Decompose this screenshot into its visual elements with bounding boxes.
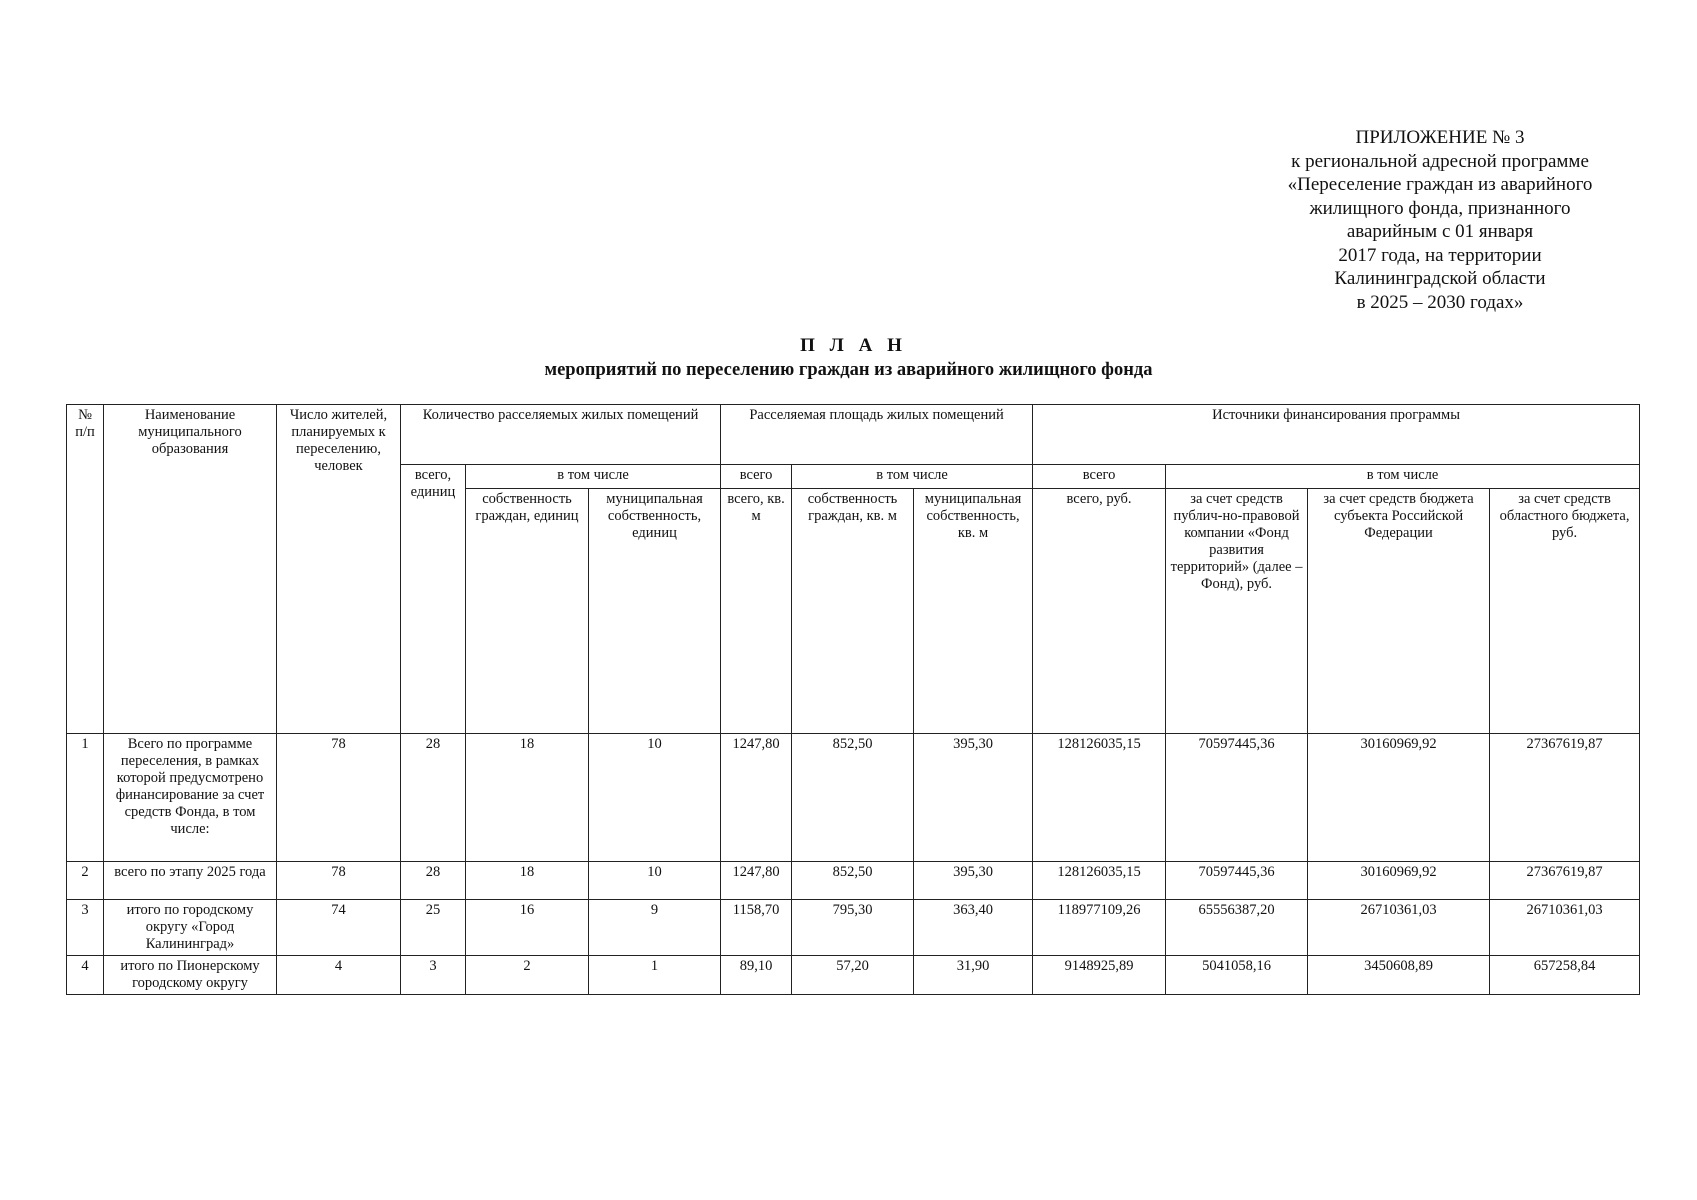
header-num: № п/п	[67, 405, 104, 734]
plan-table	[66, 404, 1640, 995]
cell-num: 1	[67, 734, 104, 862]
cell-finance-regional: 27367619,87	[1490, 734, 1640, 862]
cell-finance-subject: 26710361,03	[1308, 900, 1490, 956]
cell-premises-total: 25	[401, 900, 466, 956]
appendix-line: 2017 года, на территории	[1338, 244, 1542, 266]
cell-area-municipal: 31,90	[914, 956, 1033, 995]
header-finance-total: всего, руб.	[1033, 489, 1166, 734]
cell-premises-total: 28	[401, 734, 466, 862]
header-area-total: всего, кв. м	[721, 489, 792, 734]
cell-finance-subject: 30160969,92	[1308, 734, 1490, 862]
cell-area-municipal: 395,30	[914, 734, 1033, 862]
cell-finance-regional: 26710361,03	[1490, 900, 1640, 956]
document-title	[0, 334, 1697, 383]
appendix-line: ПРИЛОЖЕНИЕ № 3	[1355, 127, 1525, 148]
table-row	[67, 862, 1640, 900]
header-area-private: собственность граждан, кв. м	[792, 489, 914, 734]
cell-premises-total: 3	[401, 956, 466, 995]
cell-premises-municipal: 9	[589, 900, 721, 956]
appendix-line: в 2025 – 2030 годах»	[1356, 291, 1524, 313]
cell-finance-total: 128126035,15	[1033, 862, 1166, 900]
header-area-total-top: всего	[721, 465, 792, 489]
header-finance-group: Источники финансирования программы	[1033, 405, 1640, 465]
header-name: Наименование муниципального образования	[104, 405, 277, 734]
cell-finance-fund: 70597445,36	[1166, 734, 1308, 862]
cell-name: итого по городскому округу «Город Калининград»	[104, 900, 277, 956]
header-including: в том числе	[466, 465, 721, 489]
appendix-line: жилищного фонда, признанного	[1309, 197, 1571, 219]
cell-residents: 4	[277, 956, 401, 995]
appendix-block	[1240, 126, 1640, 314]
cell-area-private: 852,50	[792, 862, 914, 900]
cell-finance-regional: 27367619,87	[1490, 862, 1640, 900]
appendix-line: аварийным с 01 января	[1346, 221, 1534, 242]
cell-finance-fund: 5041058,16	[1166, 956, 1308, 995]
appendix-line: «Переселение граждан из аварийного	[1287, 174, 1593, 195]
header-premises-municipal: муниципальная собственность, единиц	[589, 489, 721, 734]
header-area-municipal: муниципальная собственность, кв. м	[914, 489, 1033, 734]
cell-residents: 78	[277, 734, 401, 862]
cell-finance-subject: 30160969,92	[1308, 862, 1490, 900]
cell-premises-total: 28	[401, 862, 466, 900]
cell-finance-total: 9148925,89	[1033, 956, 1166, 995]
header-residents: Число жителей, планируемых к переселению, человек	[277, 405, 401, 734]
cell-premises-municipal: 1	[589, 956, 721, 995]
cell-premises-private: 18	[466, 862, 589, 900]
cell-finance-fund: 70597445,36	[1166, 862, 1308, 900]
cell-name: Всего по программе переселения, в рамках которой предусмотрено финансирование за счет средств Фонда, в том числе:	[104, 734, 277, 862]
header-area-group: Расселяемая площадь жилых помещений	[721, 405, 1033, 465]
cell-area-municipal: 363,40	[914, 900, 1033, 956]
cell-area-private: 57,20	[792, 956, 914, 995]
cell-name: всего по этапу 2025 года	[104, 862, 277, 900]
header-premises-total: всего, единиц	[401, 465, 466, 734]
cell-area-total: 1158,70	[721, 900, 792, 956]
header-row-groups	[67, 405, 1640, 465]
cell-num: 4	[67, 956, 104, 995]
cell-area-total: 1247,80	[721, 734, 792, 862]
appendix-line: Калининградской области	[1334, 268, 1546, 289]
header-including: в том числе	[792, 465, 1033, 489]
cell-finance-fund: 65556387,20	[1166, 900, 1308, 956]
cell-area-total: 1247,80	[721, 862, 792, 900]
cell-premises-municipal: 10	[589, 734, 721, 862]
header-premises-group: Количество расселяемых жилых помещений	[401, 405, 721, 465]
header-finance-total-top: всего	[1033, 465, 1166, 489]
header-premises-private: собственность граждан, единиц	[466, 489, 589, 734]
cell-finance-total: 128126035,15	[1033, 734, 1166, 862]
cell-area-municipal: 395,30	[914, 862, 1033, 900]
table-row	[67, 734, 1640, 862]
appendix-line: к региональной адресной программе	[1291, 150, 1589, 172]
header-finance-subject: за счет средств бюджета субъекта Российской Федерации	[1308, 489, 1490, 734]
cell-residents: 74	[277, 900, 401, 956]
cell-finance-subject: 3450608,89	[1308, 956, 1490, 995]
cell-name: итого по Пионерскому городскому округу	[104, 956, 277, 995]
table-row	[67, 900, 1640, 956]
title-main: П Л А Н	[800, 335, 907, 356]
header-finance-regional: за счет средств областного бюджета, руб.	[1490, 489, 1640, 734]
header-including: в том числе	[1166, 465, 1640, 489]
cell-area-private: 852,50	[792, 734, 914, 862]
cell-premises-private: 18	[466, 734, 589, 862]
cell-num: 3	[67, 900, 104, 956]
table-row	[67, 956, 1640, 995]
header-finance-fund: за счет средств публич-но-правовой компании «Фонд развития территорий» (далее – Фонд), руб.	[1166, 489, 1308, 734]
cell-area-total: 89,10	[721, 956, 792, 995]
cell-residents: 78	[277, 862, 401, 900]
cell-area-private: 795,30	[792, 900, 914, 956]
cell-premises-private: 16	[466, 900, 589, 956]
cell-premises-private: 2	[466, 956, 589, 995]
cell-finance-regional: 657258,84	[1490, 956, 1640, 995]
cell-num: 2	[67, 862, 104, 900]
title-subtitle: мероприятий по переселению граждан из аварийного жилищного фонда	[544, 360, 1153, 380]
cell-premises-municipal: 10	[589, 862, 721, 900]
cell-finance-total: 118977109,26	[1033, 900, 1166, 956]
